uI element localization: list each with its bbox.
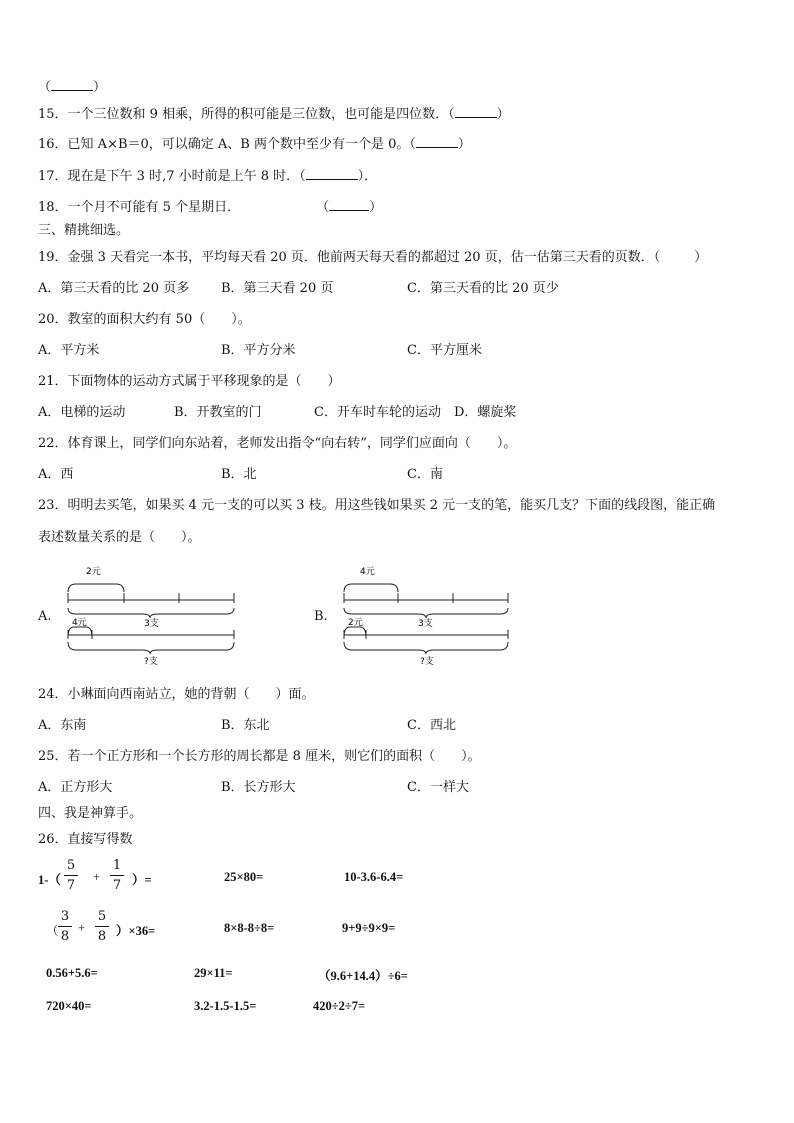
option-a[interactable]: A．东南 <box>38 718 87 733</box>
question-18: 18．一个月不可能有 5 个星期日． （ ） <box>38 200 383 215</box>
option-a[interactable]: A．第三天看的比 20 页多 <box>38 281 190 296</box>
diagram-label: 3支 <box>418 619 433 629</box>
brace-top <box>68 584 124 592</box>
option-b[interactable]: B．长方形大 <box>221 780 296 795</box>
plus-sign: + <box>93 870 101 884</box>
calc-expression-suffix: ）×36= <box>116 924 156 938</box>
answer-blank[interactable] <box>329 198 369 211</box>
option-c[interactable]: C．南 <box>407 467 443 482</box>
line-diagram-b[interactable] <box>338 562 518 672</box>
question-26: 26．直接写得数 <box>38 832 133 847</box>
fraction: 5 7 <box>64 858 78 893</box>
diagram-label: ?支 <box>420 657 434 667</box>
calc-expression: 10-3.6-6.4= <box>344 870 404 884</box>
question-23-line1: 23．明明去买笔，如果买 4 元一支的可以买 3 枝。用这些钱如果买 2 元一支的笔，能买几支？下面的线段图，能正确 <box>38 498 716 513</box>
calc-expression: （9.6+14.4）÷6= <box>318 969 408 983</box>
answer-blank[interactable] <box>306 167 358 180</box>
calc-expression: 25×80= <box>224 870 264 884</box>
calc-expression: 9+9÷9×9= <box>342 921 396 935</box>
diagram-label: 3支 <box>144 619 159 629</box>
question-17: 17．现在是下午 3 时,7 小时前是上午 8 时．（ ）． <box>38 169 378 184</box>
calc-expression: 720×40= <box>46 999 92 1013</box>
option-b[interactable]: B．北 <box>221 467 257 482</box>
answer-blank[interactable] <box>416 135 458 148</box>
plus-sign: + <box>78 921 86 935</box>
question-15: 15．一个三位数和 9 相乘，所得的积可能是三位数，也可能是四位数．（ ） <box>38 107 510 122</box>
diagram-label: 4元 <box>360 567 375 577</box>
question-24: 24．小琳面向西南站立，她的背朝（ ）面。 <box>38 687 315 702</box>
calc-expression: 8×8-8÷8= <box>224 921 275 935</box>
option-c[interactable]: C．第三天看的比 20 页少 <box>407 281 559 296</box>
question-21: 21．下面物体的运动方式属于平移现象的是（ ） <box>38 374 341 389</box>
question-23-line2: 表述数量关系的是（ ）。 <box>38 530 201 545</box>
diagram-label: 4元 <box>72 618 87 628</box>
question-22: 22．体育课上，同学们向东站着，老师发出指令“向右转”，同学们应面向（ ）。 <box>38 436 517 451</box>
question-19: 19．金强 3 天看完一本书，平均每天看 20 页．他前两天每天看的都超过 20 页，估一估第三天看的页数．（ ） <box>38 250 708 265</box>
answer-blank[interactable] <box>51 78 93 91</box>
question-25: 25．若一个正方形和一个长方形的周长都是 8 厘米，则它们的面积（ ）。 <box>38 749 481 764</box>
calc-expression: 0.56+5.6= <box>46 966 98 980</box>
option-b[interactable]: B．开教室的门 <box>174 405 262 420</box>
option-a[interactable]: A．西 <box>38 467 74 482</box>
question-20: 20．教室的面积大约有 50（ ）。 <box>38 312 251 327</box>
option-a[interactable]: A．电梯的运动 <box>38 405 126 420</box>
option-c[interactable]: C．西北 <box>407 718 456 733</box>
calc-expression: 3.2-1.5-1.5= <box>194 999 257 1013</box>
fraction: 3 8 <box>58 909 72 944</box>
fraction: 5 8 <box>95 909 109 944</box>
option-c[interactable]: C．平方厘米 <box>407 343 482 358</box>
calc-expression-prefix: 1-（ <box>38 873 61 887</box>
section-title-4: 四、我是神算手。 <box>38 806 143 821</box>
line-diagram-a[interactable] <box>62 562 242 672</box>
calc-expression: 420÷2÷7= <box>313 999 366 1013</box>
calc-expression-prefix: （ <box>46 924 59 938</box>
calc-expression: 29×11= <box>194 966 233 980</box>
section-title-3: 三、精挑细选。 <box>38 223 130 238</box>
option-a[interactable]: A．正方形大 <box>38 780 113 795</box>
option-a[interactable]: A．平方米 <box>38 343 100 358</box>
option-c[interactable]: C．一样大 <box>407 780 469 795</box>
diagram-label: 2元 <box>348 618 363 628</box>
question-16: 16．已知 A×B＝0，可以确定 A、B 两个数中至少有一个是 0。（ ） <box>38 137 471 152</box>
calc-expression-suffix: ）= <box>132 873 152 887</box>
option-b[interactable]: B．东北 <box>221 718 270 733</box>
option-d[interactable]: D．螺旋桨 <box>454 405 517 420</box>
diagram-label: ?支 <box>144 657 158 667</box>
q14-tail: （ ） <box>38 80 107 95</box>
option-b[interactable]: B．第三天看 20 页 <box>221 281 334 296</box>
option-a-label[interactable]: A. <box>38 609 52 624</box>
answer-blank[interactable] <box>455 105 497 118</box>
option-b[interactable]: B．平方分米 <box>221 343 296 358</box>
option-c[interactable]: C．开车时车轮的运动 <box>314 405 441 420</box>
option-b-label[interactable]: B. <box>314 609 328 624</box>
fraction: 1 7 <box>110 858 124 893</box>
diagram-label: 2元 <box>86 567 101 577</box>
